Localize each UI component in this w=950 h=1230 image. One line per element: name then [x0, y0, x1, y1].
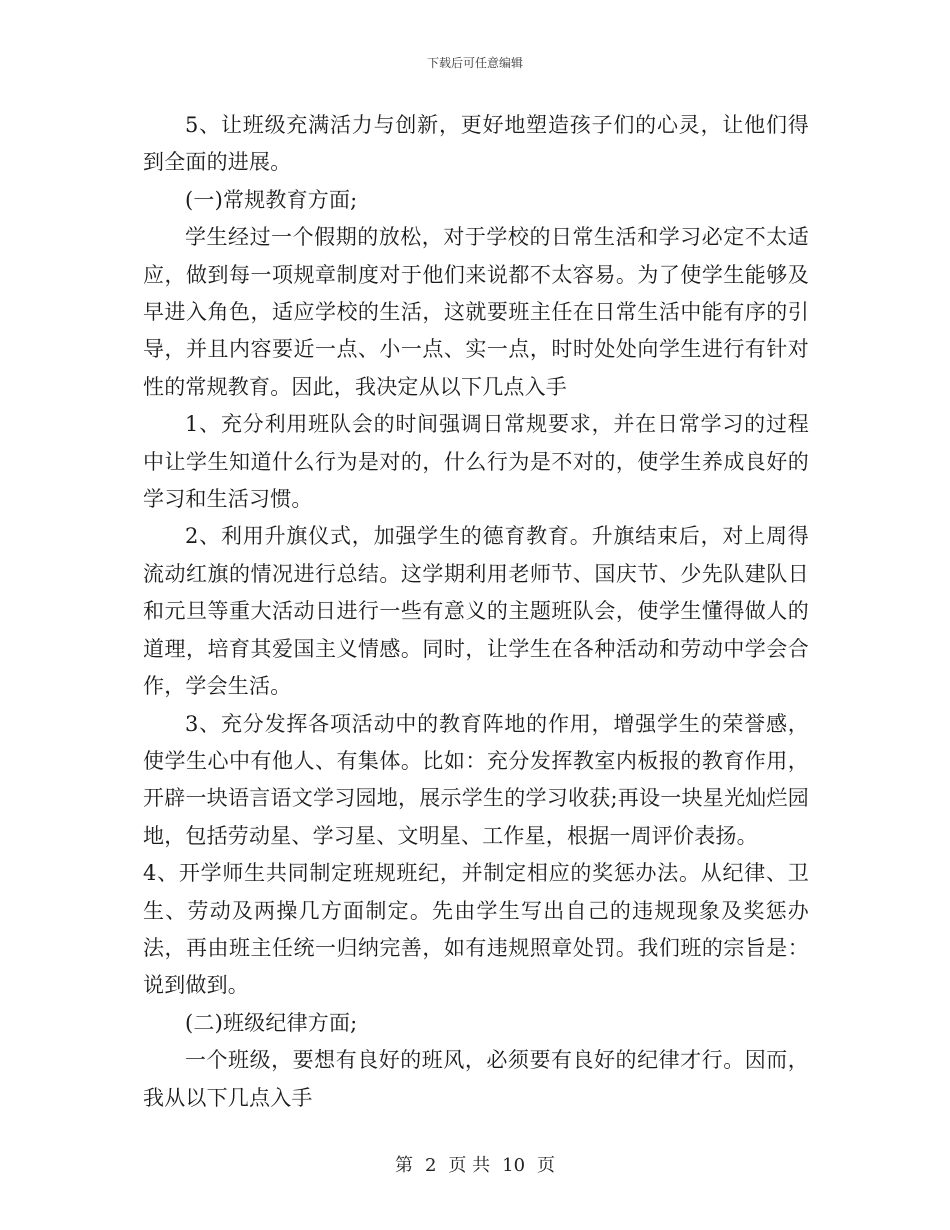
document-body [143, 107, 809, 1117]
section-heading: (二)班级纪律方面; [185, 1010, 358, 1035]
page-number: 2 [424, 1155, 437, 1176]
footer-middle: 页 共 [448, 1155, 491, 1176]
section-heading: (一)常规教育方面; [185, 187, 358, 212]
paragraph: 一个班级，要想有良好的班风，必须要有良好的纪律才行。因而，我从以下几点入手 [143, 1048, 809, 1110]
page-footer [0, 1151, 950, 1177]
paragraph: 5、让班级充满活力与创新，更好地塑造孩子们的心灵，让他们得到全面的进展。 [143, 113, 809, 175]
total-pages: 10 [502, 1155, 526, 1176]
paragraph: 学生经过一个假期的放松，对于学校的日常生活和学习必定不太适应，做到每一项规章制度对于他们来说都不太容易。为了使学生能够及早进入角色，适应学校的生活，这就要班主任在日常生活中能有序的引导，并且内容要近一点、小一点、实一点，时时处处向学生进行有针对性的常规教育。因此，我决定从以下几点入手 [143, 225, 809, 399]
paragraph: 2、利用升旗仪式，加强学生的德育教育。升旗结束后，对上周得流动红旗的情况进行总结。这学期利用老师节、国庆节、少先队建队日和元旦等重大活动日进行一些有意义的主题班队会，使学生懂得做人的道理，培育其爱国主义情感。同时，让学生在各种活动和劳动中学会合作，学会生活。 [143, 524, 809, 699]
paragraph: 1、充分利用班队会的时间强调日常规要求，并在日常学习的过程中让学生知道什么行为是对的，什么行为是不对的，使学生养成良好的学习和生活习惯。 [143, 412, 809, 512]
footer-prefix: 第 [394, 1155, 413, 1176]
paragraph: 4、开学师生共同制定班规班纪，并制定相应的奖惩办法。从纪律、卫生、劳动及两操几方面制定。先由学生写出自己的违规现象及奖惩办法，再由班主任统一归纳完善，如有违规照章处罚。我们班的宗旨是：说到做到。 [143, 861, 809, 998]
page-header: 下载后可任意编辑 [426, 56, 523, 70]
paragraph: 3、充分发挥各项活动中的教育阵地的作用，增强学生的荣誉感，使学生心中有他人、有集体。比如：充分发挥教室内板报的教育作用，开辟一块语言语文学习园地，展示学生的学习收获;再设一块星光灿烂园地，包括劳动星、学习星、文明星、工作星，根据一周评价表扬。 [143, 711, 809, 848]
footer-suffix: 页 [537, 1155, 556, 1176]
